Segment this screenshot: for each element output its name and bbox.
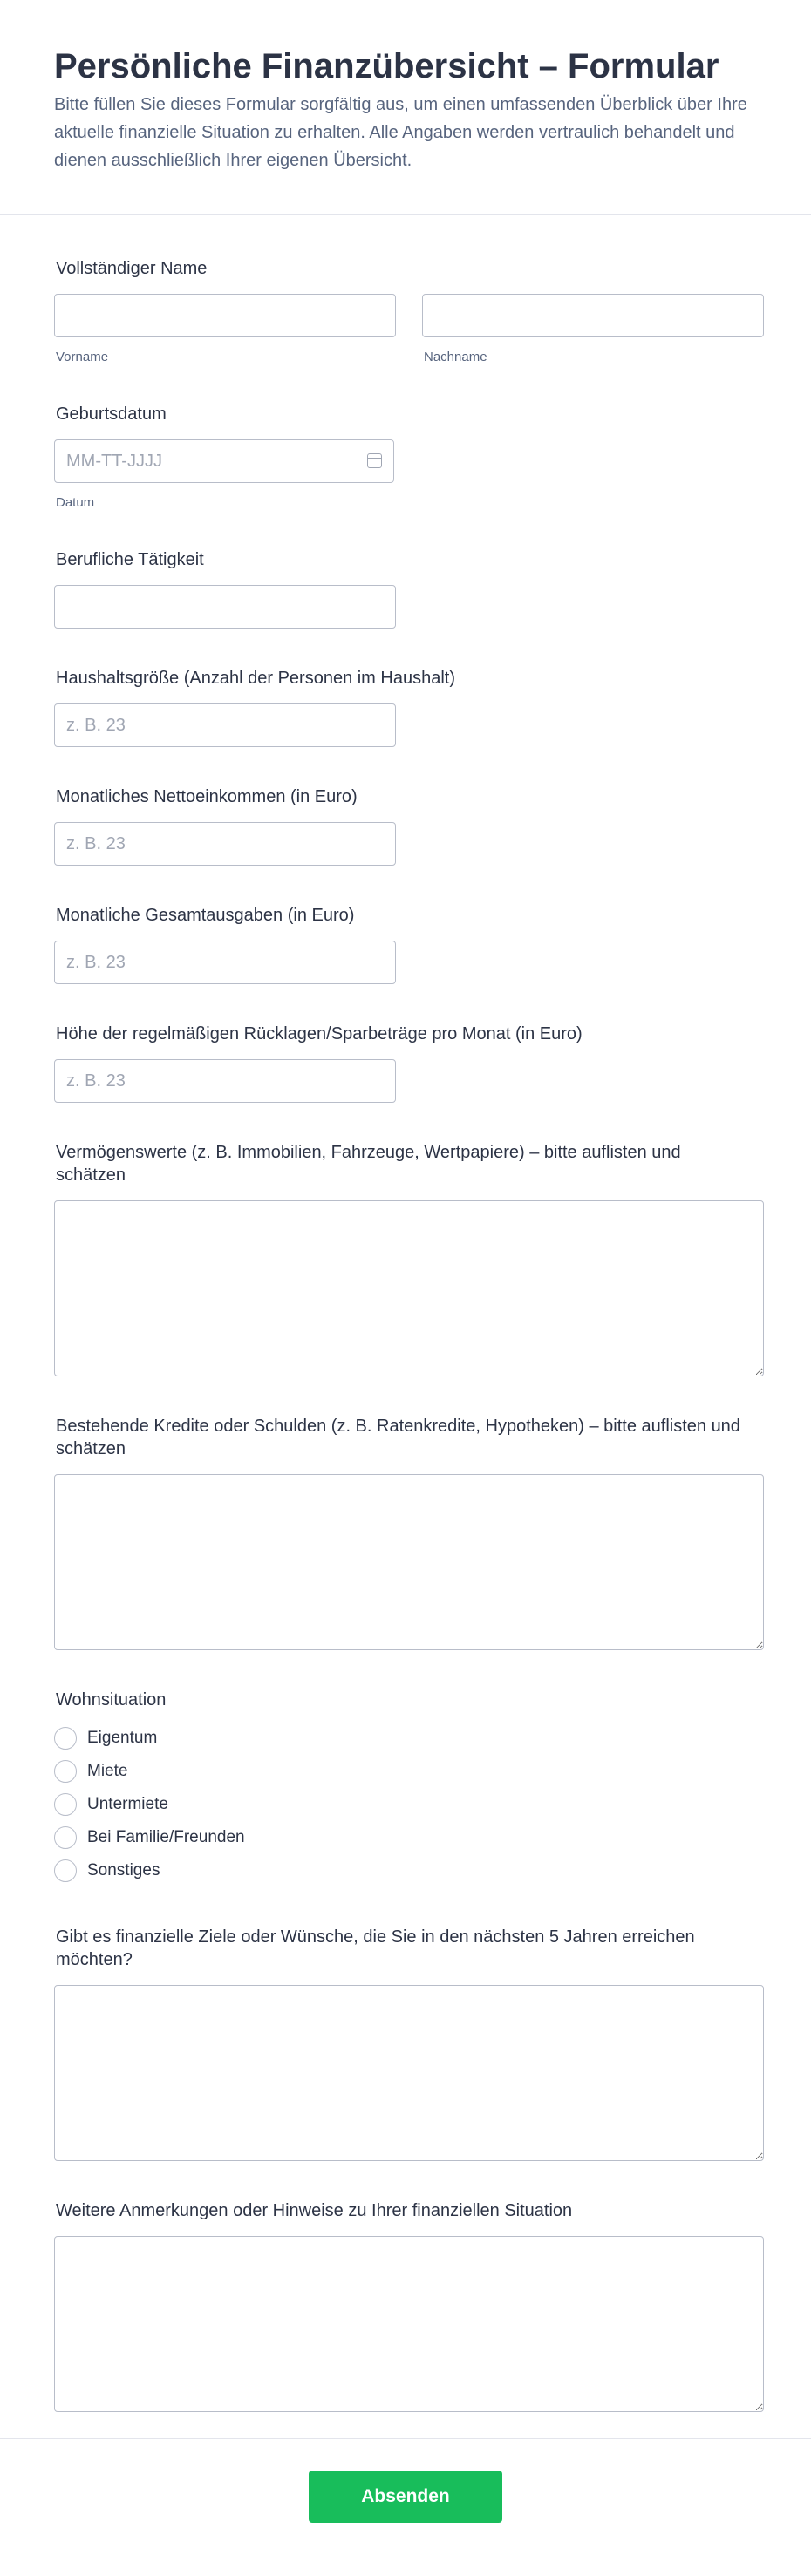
first-name-input[interactable] bbox=[54, 294, 396, 337]
goals-textarea[interactable] bbox=[54, 1985, 764, 2161]
form-footer bbox=[0, 2438, 811, 2576]
debts-field bbox=[54, 1415, 764, 1650]
assets-label: Vermögenswerte (z. B. Immobilien, Fahrzeuge, Wertpapiere) – bitte auflisten und schätzen bbox=[56, 1143, 681, 1185]
radio-option-label: Miete bbox=[87, 1762, 128, 1780]
radio-option-sonstiges[interactable] bbox=[54, 1854, 764, 1887]
income-field bbox=[54, 785, 764, 866]
radio-option-label: Sonstiges bbox=[87, 1861, 160, 1879]
radio-button[interactable] bbox=[54, 1760, 77, 1783]
expenses-label: Monatliche Gesamtausgaben (in Euro) bbox=[56, 906, 355, 925]
birthdate-field bbox=[54, 403, 764, 510]
radio-option-label: Eigentum bbox=[87, 1729, 158, 1747]
occupation-field bbox=[54, 548, 764, 629]
radio-option-label: Bei Familie/Freunden bbox=[87, 1828, 245, 1846]
radio-option-familie[interactable] bbox=[54, 1821, 764, 1854]
birthdate-label: Geburtsdatum bbox=[56, 404, 167, 424]
first-name-col bbox=[54, 294, 396, 364]
savings-input[interactable] bbox=[54, 1059, 396, 1103]
occupation-label: Berufliche Tätigkeit bbox=[56, 550, 204, 569]
notes-textarea[interactable] bbox=[54, 2236, 764, 2412]
expenses-input[interactable] bbox=[54, 941, 396, 984]
last-name-col bbox=[422, 294, 764, 364]
housing-field bbox=[54, 1689, 764, 1887]
goals-field bbox=[54, 1926, 764, 2161]
debts-label: Bestehende Kredite oder Schulden (z. B. Ratenkredite, Hypotheken) – bitte auflisten und schätzen bbox=[56, 1417, 740, 1458]
submit-button[interactable]: Absenden bbox=[309, 2471, 502, 2523]
housing-radio-group bbox=[54, 1722, 764, 1887]
radio-option-miete[interactable] bbox=[54, 1755, 764, 1788]
birthdate-wrapper bbox=[54, 439, 394, 483]
calendar-icon[interactable] bbox=[367, 453, 382, 468]
name-label: Vollständiger Name bbox=[56, 259, 208, 278]
last-name-sublabel: Nachname bbox=[424, 350, 487, 364]
income-input[interactable] bbox=[54, 822, 396, 866]
goals-label: Gibt es finanzielle Ziele oder Wünsche, die Sie in den nächsten 5 Jahren erreichen möchten? bbox=[56, 1927, 695, 1969]
radio-button[interactable] bbox=[54, 1727, 77, 1750]
first-name-sublabel: Vorname bbox=[56, 350, 109, 364]
birthdate-sublabel: Datum bbox=[56, 495, 95, 510]
occupation-input[interactable] bbox=[54, 585, 396, 629]
radio-button[interactable] bbox=[54, 1826, 77, 1849]
last-name-input[interactable] bbox=[422, 294, 764, 337]
radio-option-untermiete[interactable] bbox=[54, 1788, 764, 1821]
household-input[interactable] bbox=[54, 703, 396, 747]
expenses-field bbox=[54, 904, 764, 984]
form-body bbox=[0, 257, 811, 2412]
radio-option-eigentum[interactable] bbox=[54, 1722, 764, 1755]
form-header bbox=[0, 0, 811, 215]
page-title: Persönliche Finanzübersicht – Formular bbox=[54, 47, 719, 85]
notes-field bbox=[54, 2199, 764, 2412]
radio-button[interactable] bbox=[54, 1793, 77, 1816]
assets-field bbox=[54, 1141, 764, 1376]
notes-label: Weitere Anmerkungen oder Hinweise zu Ihrer finanziellen Situation bbox=[56, 2201, 573, 2220]
debts-textarea[interactable] bbox=[54, 1474, 764, 1650]
name-row bbox=[54, 294, 764, 364]
household-field bbox=[54, 667, 764, 747]
birthdate-input[interactable] bbox=[54, 439, 394, 483]
assets-textarea[interactable] bbox=[54, 1200, 764, 1376]
housing-label: Wohnsituation bbox=[56, 1690, 167, 1709]
page-subtitle: Bitte füllen Sie dieses Formular sorgfältig aus, um einen umfassenden Überblick über Ihre aktuelle finanzielle Situation zu erhalten. Alle Angaben werden vertraulich behandelt und dienen ausschließlich Ihrer eigenen Übersicht. bbox=[54, 95, 747, 170]
radio-button[interactable] bbox=[54, 1859, 77, 1882]
radio-option-label: Untermiete bbox=[87, 1795, 168, 1813]
name-field bbox=[54, 257, 764, 364]
household-label: Haushaltsgröße (Anzahl der Personen im Haushalt) bbox=[56, 669, 455, 688]
savings-label: Höhe der regelmäßigen Rücklagen/Sparbeträge pro Monat (in Euro) bbox=[56, 1024, 583, 1043]
savings-field bbox=[54, 1023, 764, 1103]
income-label: Monatliches Nettoeinkommen (in Euro) bbox=[56, 787, 358, 806]
